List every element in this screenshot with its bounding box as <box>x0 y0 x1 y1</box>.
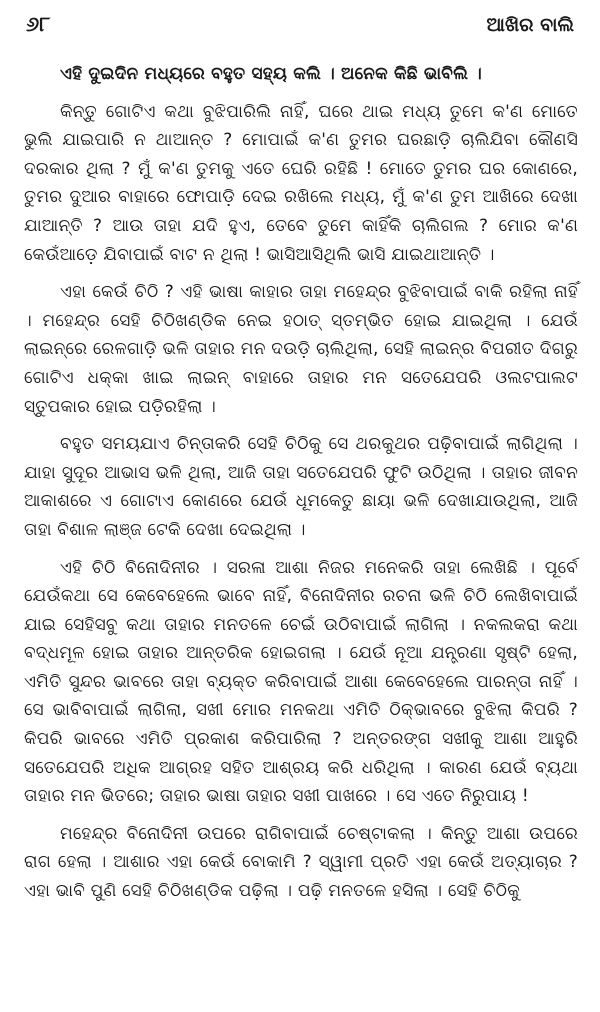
paragraph: କିନ୍ତୁ ଗୋଟିଏ କଥା ବୁଝିପାରିଲି ନାହିଁ, ଘରେ ଥାଇ ମଧ୍ୟ ତୁମେ କ'ଣ ମୋତେ ଭୁଲି ଯାଇପାରି ନ ଥାଆନ୍ତ ? ମୋପାଇଁ କ'ଣ ତୁମର ଘରଛାଡ଼ି ଚାଲିଯିବା କୌଣସି ଦରକାର ଥିଲା ? ମୁଁ କ'ଣ ତୁମକୁ ଏତେ ଘେରି ରହିଛି ! ମୋତେ ତୁମର ଘର କୋଣରେ, ତୁମର ଦୁଆର ବାହାରେ ଫୋପାଡ଼ି ଦେଇ ରଖିଲେ ମଧ୍ୟ, ମୁଁ କ'ଣ ତୁମ ଆଖିରେ ଦେଖା ଯାଆନ୍ତି ? ଆଉ ତାହା ଯଦି ହୁଏ, ତେବେ ତୁମେ କାହିଁକି ଚାଲିଗଲ ? ମୋର କ'ଣ କେଉଁଆଡ଼େ ଯିବାପାଇଁ ବାଟ ନ ଥିଲା ! ଭାସିଆସିଥିଲି ଭାସି ଯାଇଥାଆନ୍ତି । <box>24 101 578 265</box>
running-title: ଆଖିର ବାଲି <box>486 14 574 36</box>
paragraph: ଏହା କେଉଁ ଚିଠି ? ଏହି ଭାଷା କାହାର ତାହା ମହେନ୍ଦ୍ର ବୁଝିବାପାଇଁ ବାକି ରହିଲା ନାହିଁ । ମହେନ୍ଦ୍ର ସେହି ଚିଠିଖଣ୍ଡିକ ନେଇ ହଠାତ୍ ସ୍ତମ୍ଭିତ ହୋଇ ଯାଇଥିଲା । ଯେଉଁ ଲାଇନ୍‌ରେ ରେଳଗାଡ଼ି ଭଳି ତାହାର ମନ ଦଉଡ଼ି ଚାଲିଥିଲା, ସେହି ଲାଇନ୍‌ର ବିପରୀତ ଦିଗରୁ ଗୋଟିଏ ଧକ୍କା ଖାଇ ଲାଇନ୍ ବାହାରେ ତାହାର ମନ ସତେଯେପରି ଓଲଟପାଲଟ ସ୍ତୁପକାର ହୋଇ ପଡ଼ିରହିଲା । <box>24 282 578 417</box>
paragraph: ଏହି ଦୁଇଦିନ ମଧ୍ୟରେ ବହୁତ ସହ୍ୟ କଲି । ଅନେକ କିଛି ଭାବିଲି । <box>60 64 483 84</box>
paragraph: ବହୁତ ସମୟଯାଏ ଚିନ୍ତାକରି ସେହି ଚିଠିକୁ ସେ ଥରକୁଥର ପଢ଼ିବାପାଇଁ ଲାଗିଥିଲା । ଯାହା ସୁଦୂର ଆଭାସ ଭଳି ଥିଲା, ଆଜି ତାହା ସତେଯେପରି ଫୁଟି ଉଠିଥିଲା । ତାହାର ଜୀବନ ଆକାଶରେ ଏ ଗୋଟାଏ କୋଣରେ ଯେଉଁ ଧୂମକେତୁ ଛାୟା ଭଳି ଦେଖାଯାଉଥିଲା, ଆଜି ତାହା ବିଶାଳ ଲାଞ୍ଜ ଟେକି ଦେଖା ଦେଇଥିଲା । <box>24 434 578 540</box>
body-text <box>24 60 578 906</box>
paragraph: ମହେନ୍ଦ୍ର ବିନୋଦିନୀ ଉପରେ ରାଗିବାପାଇଁ ଚେଷ୍ଟାକଲା । କିନ୍ତୁ ଆଶା ଉପରେ ରାଗ ହେଲା । ଆଶାର ଏହା କେଉଁ ବୋକାମି ? ସ୍ୱାମୀ ପ୍ରତି ଏହା କେଉଁ ଅତ୍ୟାଚାର ? ଏହା ଭାବି ପୁଣି ସେହି ଚିଠିଖଣ୍ଡିକ ପଢ଼ିଲା । ପଢ଼ି ମନତଳେ ହସିଲା । ସେହି ଚିଠିକୁ <box>24 823 578 902</box>
page-header <box>24 0 578 50</box>
page-number: ୬୮ <box>26 12 51 36</box>
paragraph: ଏହି ଚିଠି ବିନୋଦିନୀର । ସରଳା ଆଶା ନିଜର ମନେକରି ତାହା ଲେଖିଛି । ପୂର୍ବେ ଯେଉଁକଥା ସେ କେବେହେଲେ ଭାବେ ନାହିଁ, ବିନୋଦିନୀର ରଚନା ଭଳି ଚିଠି ଲେଖିବାପାଇଁ ଯାଇ ସେହିସବୁ କଥା ତାହାର ମନତଳେ ଚେଇଁ ଉଠିବାପାଇଁ ଲାଗିଲା । ନକଲକରା କଥା ବଦ୍ଧମୂଳ ହୋଇ ତାହାର ଆନ୍ତରିକ ହୋଇଗଲା । ଯେଉଁ ନୂଆ ଯନ୍ତ୍ରଣା ସୃଷ୍ଟି ହେଲା, ଏମିତି ସୁନ୍ଦର ଭାବରେ ତାହା ବ୍ୟକ୍ତ କରିବାପାଇଁ ଆଶା କେବେହେଲେ ପାରନ୍ତା ନାହିଁ । ସେ ଭାବିବାପାଇଁ ଲାଗିଲା, ସଖୀ ମୋର ମନକଥା ଏମିତି ଠିକ୍‌ଭାବରେ ବୁଝିଲା କିପରି ? କିପରି ଭାବରେ ଏମିତି ପ୍ରକାଶ କରିପାରିଲା ? ଅନ୍ତରଙ୍ଗ ସଖୀକୁ ଆଶା ଆହୁରି ସତେଯେପରି ଅଧିକ ଆଗ୍ରହ ସହିତ ଆଶ୍ରୟ କରି ଧରିଥିଲା । କାରଣ ଯେଉଁ ବ୍ୟଥା ତାହାର ମନ ଭିତରେ; ତାହାର ଭାଷା ତାହାର ସଖୀ ପାଖରେ । ସେ ଏତେ ନିରୁପାୟ ! <box>24 557 578 807</box>
